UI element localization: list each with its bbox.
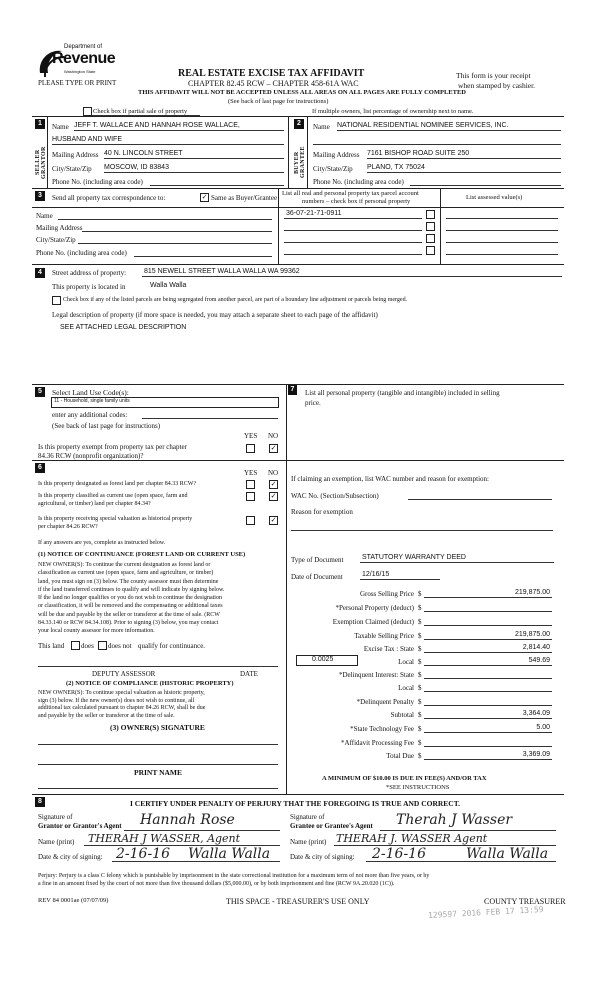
total-due-label: Total Due [386, 752, 414, 760]
seller-mailing-label: Mailing Address [52, 151, 99, 159]
personal-property-deduct-label: *Personal Property (deduct) [335, 604, 414, 612]
parcel-4-checkbox[interactable] [426, 246, 435, 255]
grantor-signature-of-label: Signature of [38, 813, 73, 821]
does-label: does [81, 642, 94, 650]
subtotal-label: Subtotal [390, 711, 414, 719]
exempt-question-1: Is this property exempt from property tax per chapter [38, 443, 187, 451]
assessed-header: List assessed value(s) [466, 194, 523, 201]
currency-sign: $ [418, 632, 422, 640]
buyer-mailing-value: 7161 BISHOP ROAD SUITE 250 [367, 150, 470, 157]
notice-line: or classification, it will be removed and the compensating or additional taxes [38, 603, 223, 610]
excise-tax-state-label: Excise Tax : State [363, 645, 414, 653]
section-4-badge: 4 [35, 268, 45, 278]
currency-sign: $ [418, 684, 422, 692]
perjury-notice: Perjury: Perjury is a class C felony which is punishable by imprisonment in the state correctional institution for a maximum term of not more than five years, or by [38, 873, 430, 879]
correspondence-city-label: City/State/Zip [36, 236, 76, 244]
parcel-header-1: List all real and personal property tax parcel account [282, 190, 419, 197]
buyer-name-label: Name [313, 123, 330, 131]
county-treasurer: COUNTY TREASURER [484, 897, 566, 906]
grantor-agent-label: Grantor or Grantor's Agent [38, 822, 122, 830]
subtotal-value: 3,364.09 [522, 710, 550, 717]
gross-selling-price-label: Gross Selling Price [359, 590, 414, 598]
taxable-selling-price-label: Taxable Selling Price [354, 632, 414, 640]
delinquent-penalty-label: *Delinquent Penalty [356, 698, 414, 706]
document-type-label: Type of Document [291, 556, 344, 564]
currency-sign: $ [418, 658, 422, 666]
if-yes-instruction: If any answers are yes, complete as instructed below. [38, 540, 166, 546]
form-revision: REV 84 0001ae (07/07/09) [38, 897, 109, 904]
currency-sign: $ [418, 671, 422, 679]
notice-line: NEW OWNER(S): To continue the current designation as forest land or [38, 562, 211, 568]
currency-sign: $ [418, 698, 422, 706]
legal-description-value: SEE ATTACHED LEGAL DESCRIPTION [60, 324, 187, 331]
forest-land-question: Is this property designated as forest land per chapter 84.33 RCW? [38, 481, 197, 487]
section-8-badge: 8 [35, 797, 45, 807]
section-2-badge: 2 [294, 119, 304, 129]
currency-sign: $ [418, 752, 422, 760]
seller-name-label: Name [52, 123, 69, 131]
notice-line: your local county assessor for more information. [38, 628, 155, 635]
seller-mailing-value: 40 N. LINCOLN STREET [104, 150, 183, 157]
forest-no-checkbox[interactable]: ✓ [270, 480, 277, 488]
currency-sign: $ [418, 739, 422, 747]
section-1-badge: 1 [35, 119, 45, 129]
section-7-badge: 7 [288, 385, 297, 395]
section-5-yes-header: YES [244, 432, 258, 440]
grantor-name-print-value[interactable]: THERAH J WASSER, Agent [88, 832, 241, 845]
notice-line: will be due and payable by the seller or transferor at the time of sale. (RCW [38, 611, 220, 618]
street-address-value: 815 NEWELL STREET WALLA WALLA WA 99362 [144, 268, 300, 275]
taxable-selling-price-value: 219,875.00 [514, 631, 550, 638]
partial-sale-checkbox[interactable] [83, 107, 92, 116]
qualify-label: qualify for continuance. [138, 642, 206, 650]
currency-sign: $ [418, 590, 422, 598]
seller-grantor-label: SELLER GRANTOR [35, 146, 47, 179]
section-6-no-header: NO [268, 469, 279, 477]
grantor-city-value[interactable]: Walla Walla [188, 846, 271, 862]
dept-small: Department of [64, 44, 103, 50]
buyer-city-label: City/State/Zip [313, 165, 353, 173]
owner-signature-label: (3) OWNER(S) SIGNATURE [110, 723, 205, 732]
buyer-grantee-label: BUYER GRANTEE [294, 146, 306, 179]
currency-sign: $ [418, 645, 422, 653]
seller-name-value-2: HUSBAND AND WIFE [52, 136, 123, 143]
located-in-label: This property is located in [52, 283, 126, 291]
legal-description-label: Legal description of property (if more space is needed, you may attach a separate sheet to each page of the affidavit) [52, 311, 378, 319]
notice-line: and payable by the seller or transferor at the time of sale. [38, 712, 175, 719]
historic-no-checkbox[interactable]: ✓ [270, 516, 277, 524]
historic-question-2: per chapter 84.26 RCW? [38, 524, 98, 530]
grantor-date-city-label: Date & city of signing: [38, 853, 103, 861]
certify-statement: I CERTIFY UNDER PENALTY OF PERJURY THAT THE FOREGOING IS TRUE AND CORRECT. [130, 799, 461, 808]
grantor-date-value[interactable]: 2-16-16 [116, 846, 170, 862]
correspondence-name-label: Name [36, 212, 53, 220]
section-5-no-header: NO [268, 432, 279, 440]
grantee-signature-of-label: Signature of [290, 813, 325, 821]
state-technology-fee-label: *State Technology Fee [350, 725, 414, 733]
notice-continuance-title: (1) NOTICE OF CONTINUANCE (FOREST LAND OR CURRENT USE) [38, 551, 246, 558]
perjury-notice-2: a fine in an amount fixed by the court of not more than five thousand dollars ($5,000.00), or by both imprisonment and fine (RCW 9A.20.020 (1C)). [38, 881, 395, 887]
treasurer-use-only: THIS SPACE - TREASURER'S USE ONLY [226, 897, 370, 906]
street-address-label: Street address of property: [52, 269, 127, 277]
receipt-stamp: 129597 2016 FEB 17 13:59 [427, 904, 544, 921]
deputy-assessor-label: DEPUTY ASSESSOR [92, 670, 156, 678]
section-5-badge: 5 [35, 387, 45, 397]
delinquent-interest-state-label: *Delinquent Interest: State [338, 671, 414, 679]
notice-line: additional tax calculated pursuant to chapter 84.26 RCW, shall be due [38, 705, 206, 711]
document-date-label: Date of Document [291, 573, 343, 581]
multiple-owners-note: If multiple owners, list percentage of ownership next to name. [312, 108, 474, 115]
notice-continuance-text [38, 561, 224, 636]
dept-sub: Washington State [64, 69, 96, 74]
notice-line: 84.33.140 or RCW 84.34.108). Prior to signing (3) below, you may contact [38, 620, 219, 627]
notice-line: If the land no longer qualifies or you do not wish to continue the designation [38, 595, 222, 602]
buyer-city-value: PLANO, TX 75024 [367, 164, 425, 171]
located-in-value: Walla Walla [150, 282, 187, 289]
notice-line: land, you must sign on (3) below. The county assessor must then determine [38, 578, 219, 585]
forest-yes-checkbox[interactable] [246, 480, 255, 489]
parcel-2-checkbox[interactable] [426, 222, 435, 231]
current-use-no-checkbox[interactable]: ✓ [270, 492, 277, 500]
personal-property-label-2: price. [305, 399, 321, 407]
current-use-question-1: Is this property classified as current use (open space, farm and [38, 493, 188, 499]
same-as-buyer-checkbox[interactable]: ✓ [201, 193, 208, 201]
grantee-name-print-label: Name (print) [290, 838, 327, 846]
form-title: REAL ESTATE EXCISE TAX AFFIDAVIT [178, 68, 365, 79]
exempt-no-checkbox[interactable]: ✓ [270, 444, 277, 452]
notice-line: classification as current use (open space, farm and agriculture, or timber) [38, 570, 214, 577]
excise-tax-state-value: 2,814.40 [522, 644, 550, 651]
print-name-label: PRINT NAME [134, 768, 182, 777]
buyer-phone-label: Phone No. (including area code) [313, 178, 404, 186]
document-type-value: STATUTORY WARRANTY DEED [362, 554, 466, 561]
document-date-value: 12/16/15 [362, 571, 390, 578]
section-6-badge: 6 [35, 463, 45, 473]
segregated-checkbox[interactable] [52, 296, 61, 305]
notice-line: NEW OWNER(S): To continue special valuation as historic property, [38, 690, 205, 696]
excise-tax-local-value: 549.69 [528, 657, 550, 664]
historic-question-1: Is this property receiving special valuation as historical property [38, 516, 193, 522]
land-use-code-value: 11 - Household, single family units [54, 398, 130, 404]
delinquent-interest-local-label: Local [398, 684, 414, 692]
does-not-label: does not [108, 642, 132, 650]
form-see-back: (See back of last page for instructions) [228, 98, 329, 105]
grantee-name-print-value[interactable]: THERAH J. WASSER Agent [336, 832, 488, 845]
grantee-signature[interactable]: Therah J Wasser [396, 812, 513, 828]
additional-codes-label: enter any additional codes: [52, 411, 128, 419]
currency-sign: $ [418, 604, 422, 612]
parcel-header-2: numbers – check box if personal property [302, 198, 411, 205]
gross-selling-price-value: 219,875.00 [514, 589, 550, 596]
personal-property-label-1: List all personal property (tangible and intangible) included in selling [305, 389, 500, 397]
buyer-mailing-label: Mailing Address [313, 151, 360, 159]
partial-sale-label: Check box if partial sale of property [93, 108, 188, 115]
notice-line: sign (3) below. If the new owner(s) does not wish to continue, all [38, 697, 195, 704]
notice-compliance-text [38, 690, 205, 720]
excise-tax-local-label: Local [398, 658, 414, 666]
section-5-see-back: (See back of last page for instructions) [52, 422, 161, 430]
seller-phone-label: Phone No. (including area code) [52, 178, 143, 186]
section-3-badge: 3 [35, 191, 45, 201]
send-correspondence-label: Send all property tax correspondence to: [52, 194, 166, 202]
dept-revenue: Revenue [52, 50, 116, 67]
does-not-checkbox[interactable] [98, 641, 107, 650]
current-use-question-2: agricultural, or timber) land per chapter 84.34? [38, 501, 151, 507]
seller-city-label: City/State/Zip [52, 165, 92, 173]
currency-sign: $ [418, 711, 422, 719]
parcel-3-checkbox[interactable] [426, 234, 435, 243]
parcel-1-checkbox[interactable] [426, 210, 435, 219]
local-rate-value: 0.0025 [312, 656, 334, 663]
exempt-question-2: 84.36 RCW (nonprofit organization)? [38, 452, 144, 460]
grantee-agent-label: Grantee or Grantee's Agent [290, 822, 373, 830]
segregated-label: Check box if any of the listed parcels are being segregated from another parcel, are part of a boundary line adjustment or parcels being merged. [63, 297, 408, 303]
currency-sign: $ [418, 725, 422, 733]
receipt-note-2: when stamped by cashier. [458, 81, 536, 90]
exemption-claimed-label: Exemption Claimed (deduct) [332, 618, 414, 626]
grantee-city-value[interactable]: Walla Walla [466, 846, 549, 862]
notice-compliance-title: (2) NOTICE OF COMPLIANCE (HISTORIC PROPERTY) [66, 680, 234, 687]
seller-name-value: JEFF T. WALLACE AND HANNAH ROSE WALLACE, [74, 122, 240, 129]
exemption-question: If claiming an exemption, list WAC number and reason for exemption: [291, 475, 489, 483]
form-chapter: CHAPTER 82.45 RCW – CHAPTER 458-61A WAC [188, 79, 359, 88]
form-warning: THIS AFFIDAVIT WILL NOT BE ACCEPTED UNLESS ALL AREAS ON ALL PAGES ARE FULLY COMPLETED [138, 89, 466, 96]
deputy-date-label: DATE [240, 670, 258, 678]
minimum-due-note: A MINIMUM OF $10.00 IS DUE IN FEE(S) AND/OR TAX [322, 775, 487, 782]
this-land-label: This land [38, 642, 65, 650]
does-checkbox[interactable] [71, 641, 80, 650]
grantee-date-city-label: Date & city of signing: [290, 853, 355, 861]
receipt-note-1: This form is your receipt [456, 71, 531, 80]
same-as-buyer-label: Same as Buyer/Grantee [211, 194, 278, 202]
please-type: PLEASE TYPE OR PRINT [38, 79, 117, 87]
exempt-yes-checkbox[interactable] [246, 444, 255, 453]
grantee-date-value[interactable]: 2-16-16 [372, 846, 426, 862]
see-instructions-note: *SEE INSTRUCTIONS [386, 784, 450, 791]
correspondence-phone-label: Phone No. (including area code) [36, 249, 127, 257]
grantor-signature[interactable]: Hannah Rose [140, 812, 235, 828]
buyer-name-value: NATIONAL RESIDENTIAL NOMINEE SERVICES, INC. [337, 122, 509, 129]
affidavit-processing-fee-label: *Affidavit Processing Fee [341, 739, 414, 747]
correspondence-mailing-label: Mailing Address [36, 224, 83, 232]
seller-city-value: MOSCOW, ID 83843 [104, 164, 169, 171]
select-land-use-label: Select Land Use Code(s): [52, 388, 129, 397]
currency-sign: $ [418, 618, 422, 626]
state-technology-fee-value: 5.00 [536, 724, 550, 731]
wac-label: WAC No. (Section/Subsection) [291, 492, 379, 500]
grantor-name-print-label: Name (print) [38, 838, 75, 846]
historic-yes-checkbox[interactable] [246, 516, 255, 525]
notice-line: if the land transferred continues to qualify and will indicate by signing below. [38, 586, 225, 593]
current-use-yes-checkbox[interactable] [246, 492, 255, 501]
section-6-yes-header: YES [244, 469, 258, 477]
total-due-value: 3,369.09 [522, 751, 550, 758]
exemption-reason-label: Reason for exemption [291, 508, 353, 516]
parcel-number: 36-07-21-71-0911 [286, 210, 342, 217]
